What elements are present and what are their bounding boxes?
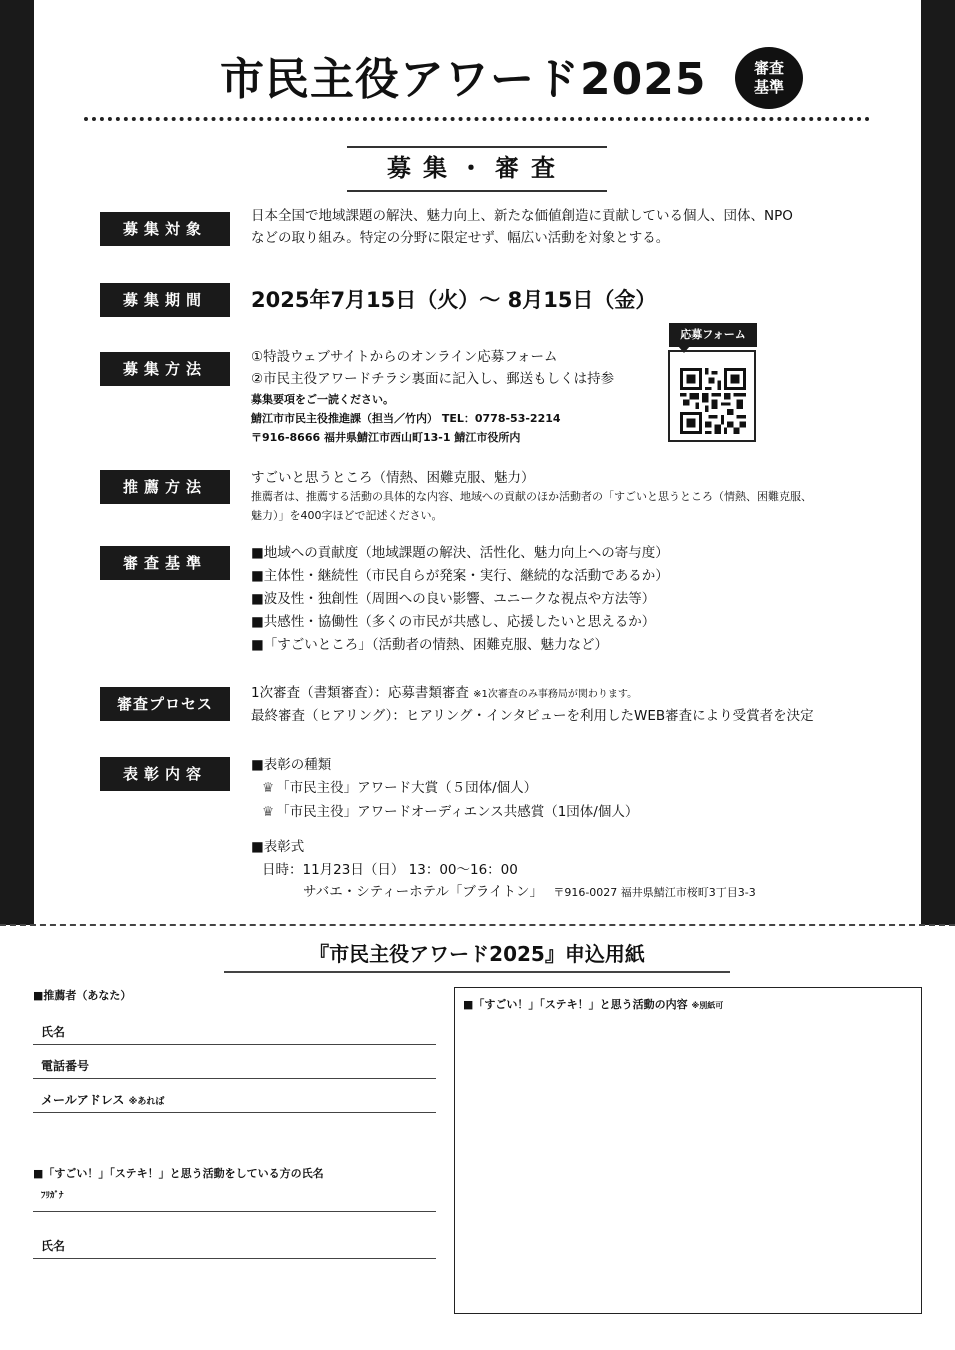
ceremony-head: ■表彰式: [251, 839, 305, 855]
period-value: 2025年7月15日（火）～ 8月15日（金）: [251, 288, 657, 312]
activity-head: ■「すごい！」「ステキ！」と思う活動の内容: [463, 998, 688, 1011]
criteria-item: ■「すごいところ」（活動者の情熱、困難克服、魅力など）: [251, 637, 609, 653]
target-line: 日本全国で地域課題の解決、魅力向上、新たな価値創造に貢献している個人、団体、NPO: [251, 208, 793, 224]
recommend-line: すごいと思うところ（情熱、困難克服、魅力）: [251, 470, 535, 486]
criteria-item: ■地域への貢献度（地域課題の解決、活性化、魅力向上への寄与度）: [251, 545, 669, 561]
ceremony-venue: [303, 881, 756, 904]
field-note: ※あれば: [128, 1097, 165, 1107]
recommend-small-line: 推薦者は、推薦する活動の具体的な内容、地域への貢献のほか活動者の「すごいと思うところ（情熱、困難克服、: [251, 490, 812, 503]
criteria-item: ■共感性・協働性（多くの市民が共感し、応援したいと思えるか）: [251, 614, 656, 630]
label-process: 審査プロセス: [100, 687, 230, 721]
recommender-name-field[interactable]: [33, 1018, 436, 1045]
method-line: ①特設ウェブサイトからのオンライン応募フォーム: [251, 349, 558, 365]
recommender-phone-field[interactable]: [33, 1052, 436, 1079]
nominee-name-field[interactable]: [33, 1232, 436, 1259]
field-label: 氏名: [41, 1025, 66, 1039]
crown-icon: ♛: [262, 780, 275, 796]
criteria-item: ■波及性・独創性（周囲への良い影響、ユニークな視点や方法等）: [251, 591, 656, 607]
award-type-1: [262, 777, 537, 799]
criteria-list: [251, 542, 669, 657]
method-text: [251, 346, 614, 390]
method-small-line: 〒916-8666 福井県鯖江市西山町13-1 鯖江市役所内: [251, 431, 521, 444]
label-target: 募集対象: [100, 212, 230, 246]
field-label: ﾌﾘｶﾞﾅ: [41, 1191, 64, 1201]
field-label: 氏名: [41, 1239, 66, 1253]
award-type-2: [262, 801, 638, 823]
method-small-line: 鯖江市市民主役推進課（担当／竹内） TEL：0778-53-2214: [251, 412, 561, 425]
dotted-divider: [84, 117, 870, 121]
award-types-head: ■表彰の種類: [251, 757, 332, 773]
nominee-furigana-field[interactable]: [33, 1183, 436, 1212]
activity-description-box[interactable]: [454, 987, 922, 1314]
target-line: などの取り組み。特定の分野に限定せず、幅広い活動を対象とする。: [251, 230, 670, 246]
method-line: ②市民主役アワードチラシ裏面に記入し、郵送もしくは持参: [251, 371, 615, 387]
nominee-head: ■「すごい！」「ステキ！」と思う活動をしている方の氏名: [33, 1167, 324, 1180]
qr-label: 応募フォーム: [669, 323, 757, 347]
badge-line-1: 審査: [753, 59, 784, 77]
recommender-head: ■推薦者（あなた）: [33, 989, 132, 1002]
label-period: 募集期間: [100, 283, 230, 317]
form-title: 『市民主役アワード2025』申込用紙: [224, 938, 730, 973]
process-note: ※1次審査のみ事務局が関わります。: [473, 689, 638, 700]
activity-head-wrap: [463, 996, 723, 1012]
recommend-small-line: 魅力）」を400字ほどで記述ください。: [251, 509, 443, 522]
label-award: 表彰内容: [100, 757, 230, 791]
venue-name: サバエ・シティーホテル「ブライトン」: [303, 884, 544, 900]
field-label: 電話番号: [41, 1059, 90, 1073]
label-criteria: 審査基準: [100, 546, 230, 580]
process-line-2: 最終審査（ヒアリング）：ヒアリング・インタビューを利用したWEB審査により受賞者を決定: [251, 708, 814, 724]
process-line-1: [251, 682, 637, 706]
section-heading: 募集・審査: [347, 146, 607, 192]
cut-line: [0, 924, 955, 926]
recommend-note: [251, 487, 812, 525]
page-title: 市民主役アワード2025: [220, 54, 707, 105]
award-type-text: 「市民主役」アワード大賞（５団体/個人）: [276, 780, 538, 796]
qr-code-icon[interactable]: [680, 368, 746, 434]
method-small-line: 募集要項をご一読ください。: [251, 393, 394, 406]
left-sidebar-bar: [0, 0, 34, 925]
label-recommend: 推薦方法: [100, 470, 230, 504]
label-method: 募集方法: [100, 352, 230, 386]
activity-note: ※別紙可: [691, 1001, 724, 1010]
badge-line-2: 基準: [753, 78, 784, 96]
target-text: [251, 205, 793, 249]
recommender-email-field[interactable]: [33, 1086, 436, 1113]
criteria-item: ■主体性・継続性（市民自らが発案・実行、継続的な活動であるか）: [251, 568, 669, 584]
award-type-text: 「市民主役」アワードオーディエンス共感賞（1団体/個人）: [276, 804, 639, 820]
field-label-wrap: [41, 1091, 164, 1108]
crown-icon: ♛: [262, 804, 275, 820]
criteria-badge: [735, 47, 803, 109]
venue-address: 〒916-0027 福井県鯖江市桜町3丁目3-3: [553, 886, 756, 899]
right-sidebar-bar: [921, 0, 955, 925]
ceremony-date: 日時：11月23日（日） 13：00～16：00: [262, 862, 518, 878]
process-first: 1次審査（書類審査）：応募書類審査: [251, 685, 469, 701]
method-contact: [251, 390, 561, 447]
field-label: メールアドレス: [41, 1093, 125, 1107]
